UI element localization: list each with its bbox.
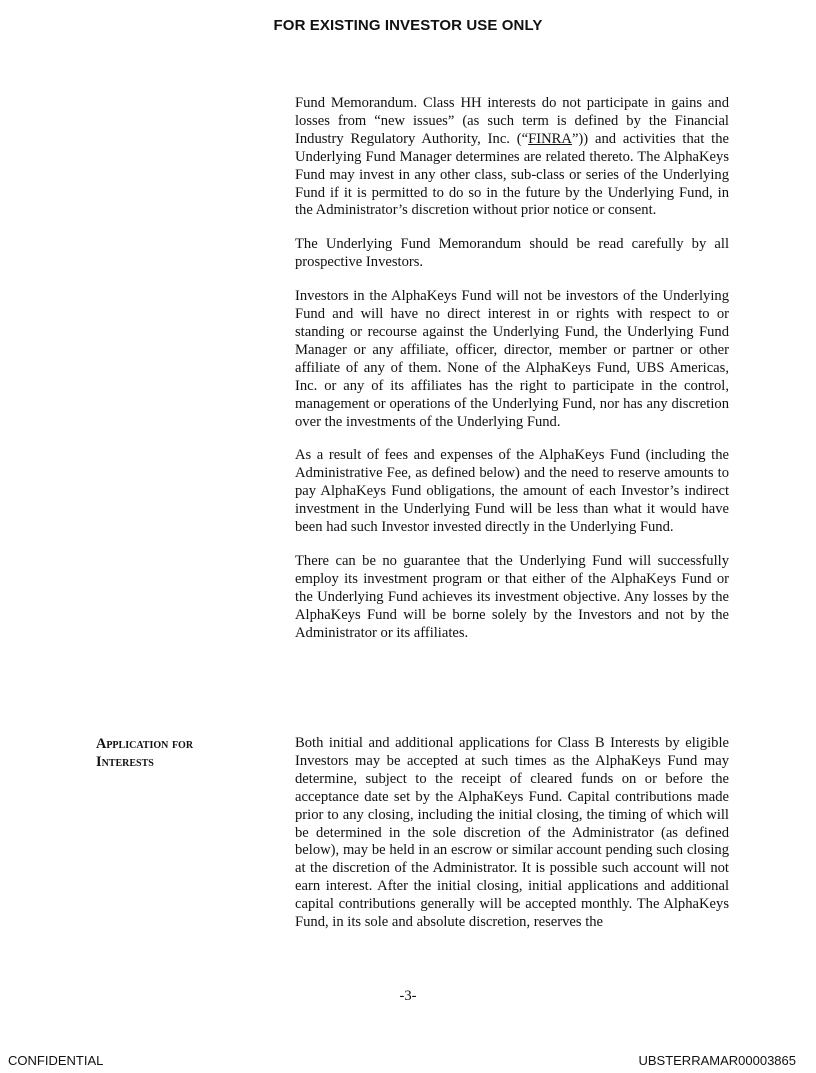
paragraph-investors-no-interest: Investors in the AlphaKeys Fund will not be investors of the Underlying Fund and will have no direct interest in or rights with respect to or standing or recourse against the Underlying Fund, the Underlying Fund Manager or any affiliate, officer, director, member or partner or other affiliate of any of them. None of the AlphaKeys Fund, UBS Americas, Inc. or any of its affiliates has the right to participate in the control, management or operations of the Underlying Fund, nor has any discretion over the investments of the Underlying Fund.	[295, 288, 729, 430]
paragraph-application: Both initial and additional applications for Class B Interests by eligible Investors may be accepted at such times as the AlphaKeys Fund may determine, subject to the receipt of cleared funds on or before the acceptance date set by the AlphaKeys Fund. Capital contributions made prior to any closing, including the initial closing, the timing of which will be determined in the sole discretion of the Administrator (as defined below), may be held in an escrow or similar account pending such closing at the discretion of the Administrator. It is possible such account will not earn interest. After the initial closing, initial applications and additional capital contributions generally will be accepted monthly. The AlphaKeys Fund, in its sole and absolute discretion, reserves the	[295, 735, 729, 931]
paragraph-fund-memorandum	[295, 95, 729, 220]
paragraph-read-carefully: The Underlying Fund Memorandum should be read carefully by all prospective Investors.	[295, 236, 729, 271]
footer-bates-number: UBSTERRAMAR00003865	[638, 1053, 796, 1068]
footer-confidential: CONFIDENTIAL	[8, 1053, 104, 1068]
application-text-block	[295, 735, 729, 948]
page-number: -3-	[399, 988, 417, 1004]
page-header: FOR EXISTING INVESTOR USE ONLY	[273, 17, 543, 34]
section-label-line: Interests	[96, 754, 154, 770]
body-text-block	[295, 95, 729, 658]
paragraph-fees-expenses: As a result of fees and expenses of the AlphaKeys Fund (including the Administrative Fee, as defined below) and the need to reserve amounts to pay AlphaKeys Fund obligations, the amount of each Investor’s indirect investment in the Underlying Fund will be less than what it would have been had such Investor invested directly in the Underlying Fund.	[295, 447, 729, 536]
paragraph-no-guarantee: There can be no guarantee that the Underlying Fund will successfully employ its investment program or that either of the AlphaKeys Fund or the Underlying Fund achieves its investment objective. Any losses by the AlphaKeys Fund will be borne solely by the Investors and not by the Administrator or its affiliates.	[295, 552, 729, 641]
section-label-application	[96, 735, 276, 771]
finra-term: FINRA	[528, 130, 572, 147]
section-label-line: Application for	[96, 736, 194, 752]
paragraph-text: Fund Memorandum. Class HH interests do not participate in gains and losses from “new issues” (as such term is defined by the Financial Industry Regulatory Authority, Inc. (“	[295, 95, 729, 147]
paragraph-text: ”)) and activities that the Underlying Fund Manager determines are related thereto. The AlphaKeys Fund may invest in any other class, sub-class or series of the Underlying Fund if it is permitted to do so in the future by the Underlying Fund, in the Administrator’s discretion without prior notice or consent.	[295, 130, 729, 219]
